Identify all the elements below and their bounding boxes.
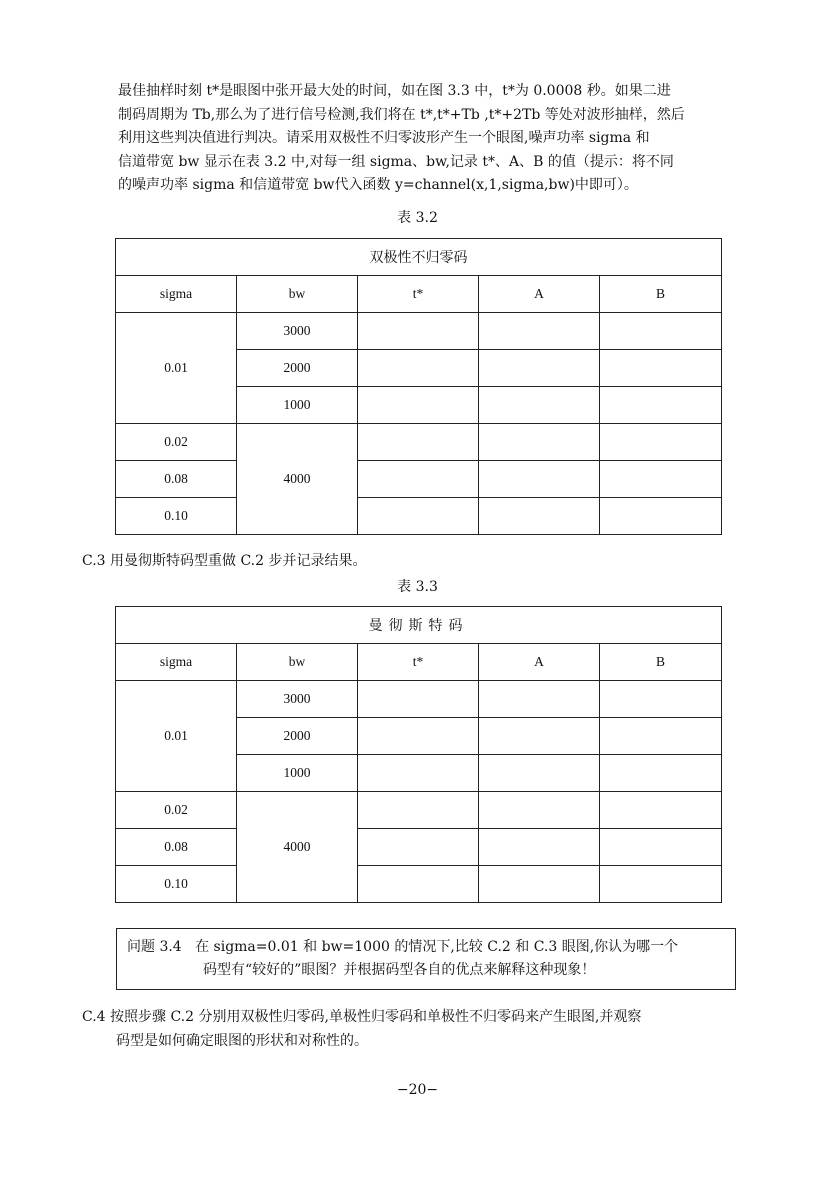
step-c4: [82, 1006, 762, 1053]
step-c3: C.3 用曼彻斯特码型重做 C.2 步并记录结果。: [82, 553, 367, 569]
step-c4-line-2: 码型是如何确定眼图的形状和对称性的。: [116, 1032, 368, 1049]
empty-cell: [358, 461, 479, 498]
table-3-2-title: 双极性不归零码: [116, 239, 722, 276]
sigma-cell: 0.08: [116, 829, 237, 866]
bw-cell: 2000: [237, 350, 358, 387]
header-t-star: t*: [358, 644, 479, 681]
header-bw: bw: [237, 644, 358, 681]
header-a: A: [479, 276, 600, 313]
empty-cell: [358, 755, 479, 792]
empty-cell: [479, 387, 600, 424]
table-3-2: [115, 238, 722, 535]
intro-line-5: 的噪声功率 sigma 和信道带宽 bw代入函数 y=channel(x,1,sigma,bw)中即可）。: [118, 177, 638, 193]
empty-cell: [600, 461, 722, 498]
empty-cell: [479, 755, 600, 792]
intro-line-3: 利用这些判决值进行判决。请采用双极性不归零波形产生一个眼图,噪声功率 sigma 和: [118, 130, 650, 146]
table-3-3: [115, 606, 722, 903]
sigma-cell: 0.10: [116, 866, 237, 903]
empty-cell: [479, 350, 600, 387]
intro-line-4: 信道带宽 bw 显示在表 3.2 中,对每一组 sigma、bw,记录 t*、A、B 的值（提示：将不同: [118, 153, 674, 170]
question-line-2: 码型有“较好的”眼图？并根据码型各自的优点来解释这种现象！: [203, 962, 596, 978]
empty-cell: [479, 313, 600, 350]
empty-cell: [479, 681, 600, 718]
empty-cell: [600, 424, 722, 461]
bw-cell: 2000: [237, 718, 358, 755]
header-sigma: sigma: [116, 644, 237, 681]
intro-paragraph: [118, 80, 754, 198]
empty-cell: [358, 792, 479, 829]
empty-cell: [600, 866, 722, 903]
empty-cell: [600, 313, 722, 350]
empty-cell: [479, 461, 600, 498]
table-3-3-caption: 表 3.3: [397, 579, 438, 595]
empty-cell: [358, 681, 479, 718]
intro-line-2: 制码周期为 Tb,那么为了进行信号检测,我们将在 t*,t*+Tb ,t*+2Tb 等处对波形抽样，然后: [118, 106, 685, 123]
empty-cell: [600, 681, 722, 718]
empty-cell: [358, 424, 479, 461]
bw-cell: 3000: [237, 681, 358, 718]
empty-cell: [479, 498, 600, 535]
empty-cell: [358, 387, 479, 424]
empty-cell: [358, 866, 479, 903]
empty-cell: [479, 829, 600, 866]
table-3-2-caption: 表 3.2: [397, 210, 438, 226]
empty-cell: [479, 424, 600, 461]
header-t-star: t*: [358, 276, 479, 313]
empty-cell: [358, 829, 479, 866]
empty-cell: [600, 387, 722, 424]
sigma-cell: 0.10: [116, 498, 237, 535]
sigma-cell: 0.01: [116, 313, 237, 424]
empty-cell: [358, 350, 479, 387]
empty-cell: [479, 792, 600, 829]
bw-cell: 4000: [237, 792, 358, 903]
bw-cell: 3000: [237, 313, 358, 350]
sigma-cell: 0.01: [116, 681, 237, 792]
empty-cell: [600, 498, 722, 535]
step-c4-line-1: C.4 按照步骤 C.2 分别用双极性归零码,单极性归零码和单极性不归零码来产生眼图,并观察: [82, 1009, 642, 1025]
empty-cell: [479, 718, 600, 755]
header-b: B: [600, 276, 722, 313]
question-box: [116, 928, 736, 990]
header-bw: bw: [237, 276, 358, 313]
table-3-3-title: 曼彻斯特码: [116, 607, 722, 644]
empty-cell: [600, 792, 722, 829]
empty-cell: [479, 866, 600, 903]
question-label: 问题 3.4: [127, 939, 182, 955]
bw-cell: 1000: [237, 387, 358, 424]
bw-cell: 4000: [237, 424, 358, 535]
empty-cell: [358, 718, 479, 755]
sigma-cell: 0.08: [116, 461, 237, 498]
question-line-1: 在 sigma=0.01 和 bw=1000 的情况下,比较 C.2 和 C.3 眼图,你认为哪一个: [195, 939, 679, 955]
header-b: B: [600, 644, 722, 681]
sigma-cell: 0.02: [116, 792, 237, 829]
intro-line-1: 最佳抽样时刻 t*是眼图中张开最大处的时间，如在图 3.3 中，t*为 0.0008 秒。如果二进: [118, 83, 671, 99]
header-a: A: [479, 644, 600, 681]
sigma-cell: 0.02: [116, 424, 237, 461]
bw-cell: 1000: [237, 755, 358, 792]
empty-cell: [600, 829, 722, 866]
empty-cell: [600, 718, 722, 755]
page-number: −20−: [396, 1082, 439, 1098]
empty-cell: [600, 350, 722, 387]
empty-cell: [358, 313, 479, 350]
empty-cell: [600, 755, 722, 792]
empty-cell: [358, 498, 479, 535]
header-sigma: sigma: [116, 276, 237, 313]
